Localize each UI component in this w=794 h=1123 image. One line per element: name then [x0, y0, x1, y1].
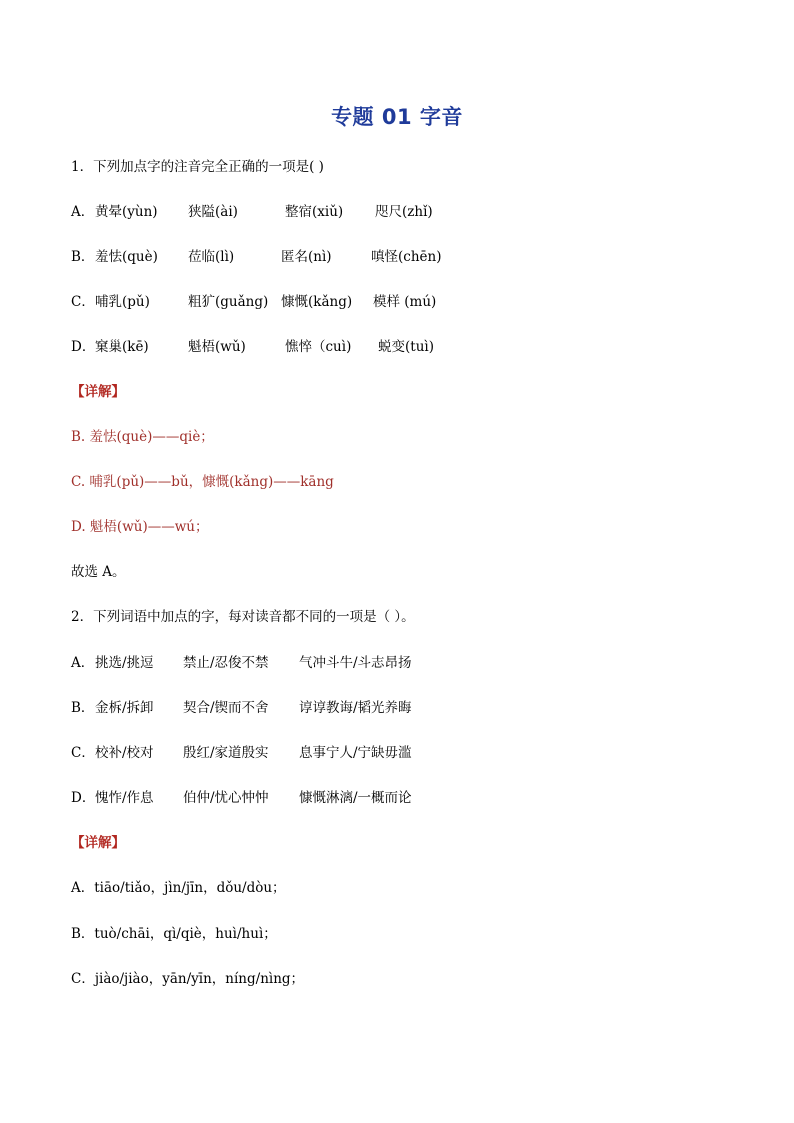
answer-line: D. 魁梧(wǔ)——wú；: [71, 519, 209, 535]
option-item: 整宿(xiǔ): [285, 204, 344, 220]
option-letter: D．: [71, 339, 96, 355]
option-item: 息事宁人/宁缺毋滥: [299, 745, 412, 761]
option-letter: C．: [71, 745, 95, 761]
option-item: 挑选/挑逗: [95, 655, 154, 671]
answer-label: 【详解】: [71, 835, 125, 851]
answer-line: A．tiāo/tiǎo，jìn/jīn，dǒu/dòu；: [71, 880, 286, 896]
question-2-stem: 2．下列词语中加点的字，每对读音都不同的一项是（ ）。: [71, 609, 415, 625]
option-item: 契合/锲而不舍: [183, 700, 269, 716]
page-title: 专题 01 字音: [331, 105, 463, 129]
option-letter: D．: [71, 790, 96, 806]
option-item: 咫尺(zhǐ): [375, 204, 433, 220]
option-item: 气冲斗牛/斗志昂扬: [299, 655, 412, 671]
option-item: 伯仲/忧心忡忡: [183, 790, 269, 806]
option-item: 愧怍/作息: [95, 790, 154, 806]
answer-line: B．tuò/chāi，qì/qiè，huì/huì；: [71, 926, 277, 942]
option-letter: C．: [71, 294, 95, 310]
option-item: 哺乳(pǔ): [95, 294, 150, 310]
option-item: 金柝/拆卸: [95, 700, 154, 716]
option-item: 羞怯(què): [95, 249, 158, 265]
answer-line: B. 羞怯(què)——qiè；: [71, 429, 214, 445]
answer-line: C．jiào/jiào，yān/yīn，níng/nìng；: [71, 971, 305, 987]
option-item: 谆谆教诲/韬光养晦: [299, 700, 412, 716]
option-item: 校补/校对: [95, 745, 154, 761]
option-item: 慷慨淋漓/一概而论: [299, 790, 412, 806]
option-item: 嗔怪(chēn): [371, 249, 442, 265]
question-1-stem: 1．下列加点字的注音完全正确的一项是( ): [71, 159, 324, 175]
option-letter: B．: [71, 249, 95, 265]
option-item: 憔悴（cuì): [285, 339, 352, 355]
answer-conclusion: 故选 A。: [71, 564, 126, 580]
option-item: 粗犷(guǎng): [188, 294, 269, 310]
option-item: 狭隘(ài): [188, 204, 238, 220]
option-letter: A．: [71, 655, 95, 671]
option-letter: A．: [71, 204, 95, 220]
option-item: 模样 (mú): [373, 294, 437, 310]
answer-label: 【详解】: [71, 384, 125, 400]
option-item: 魁梧(wǔ): [188, 339, 246, 355]
option-letter: B．: [71, 700, 95, 716]
option-item: 莅临(lì): [188, 249, 235, 265]
option-item: 蜕变(tuì): [378, 339, 434, 355]
option-item: 窠巢(kē): [95, 339, 149, 355]
option-item: 慷慨(kǎng): [281, 294, 353, 310]
option-item: 黄晕(yùn): [95, 204, 158, 220]
answer-line: C. 哺乳(pǔ)——bǔ，慷慨(kǎng)——kāng: [71, 474, 334, 490]
option-item: 匿名(nì): [281, 249, 332, 265]
option-item: 殷红/家道殷实: [183, 745, 269, 761]
option-item: 禁止/忍俊不禁: [183, 655, 269, 671]
